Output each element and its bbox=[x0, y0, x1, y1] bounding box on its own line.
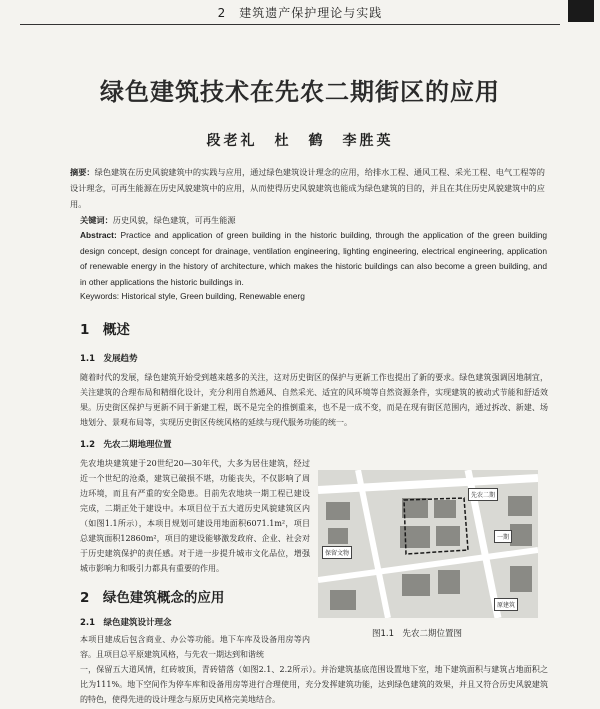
keywords-chinese bbox=[80, 215, 540, 226]
section-2-1-paragraph-cont: 一，保留五大道风情，红砖坡顶，青砖错落（如图2.1、2.2所示）。并治建筑基底范围设置地下室，地下建筑面积与建筑占地面积之比为111%。地下空间作为停车库和设备用房等进行合理使用，充分发挥建筑功能，达到绿色建筑的效果，并且又符合历史风貌建筑的特色，使得先进的设计理念与原历史风格完美地结合。 bbox=[80, 665, 548, 704]
page-corner-mark bbox=[568, 0, 594, 22]
section-1-2-heading: 1.2 先农二期地理位置 bbox=[80, 440, 172, 450]
keywords-cn-text: 历史风貌，绿色建筑，可再生能源 bbox=[112, 215, 236, 225]
section-2-heading: 2 绿色建筑概念的应用 bbox=[80, 590, 225, 606]
site-plan-map bbox=[318, 470, 538, 618]
site-plan-figure bbox=[318, 470, 538, 618]
figure-caption: 图1.1 先农二期位置图 bbox=[372, 629, 463, 639]
abstract-chinese bbox=[70, 164, 548, 212]
article-title: 绿色建筑技术在先农二期街区的应用 bbox=[100, 78, 500, 106]
running-header-title: 2 建筑遗产保护理论与实践 bbox=[217, 6, 383, 20]
keywords-en-label: Keywords: bbox=[80, 291, 120, 301]
map-label-heritage: 保留文物 bbox=[322, 546, 352, 559]
abstract-english bbox=[80, 228, 547, 290]
abstract-en-text: Practice and application of green building in the historic building, through the application of the green building design concept, design concept for drainage, ventilation engineering, lighting engineering, electrical engineering, application of renewable energy in the history of architecture, which makes the historic buildings can also become a green building, and in other applications the historic buildings in. bbox=[80, 230, 548, 287]
section-1-1-heading: 1.1 发展趋势 bbox=[80, 354, 138, 364]
keywords-english bbox=[80, 291, 305, 301]
section-2-1-paragraph-start: 本项目建成后包含商业、办公等功能。地下车库及设备用房等内容。且项目总平原建筑风格，与先农一期达到和谐统 bbox=[80, 635, 310, 659]
section-1-heading: 1 概述 bbox=[80, 322, 130, 338]
map-label-phase2: 先农二期 bbox=[468, 488, 498, 501]
header-rule bbox=[20, 24, 560, 25]
section-1-1-paragraph: 随着时代的发展，绿色建筑开始受到越来越多的关注，这对历史街区的保护与更新工作也提出了新的要求。绿色建筑强调因地制宜，关注建筑的合理布局和精细化设计，充分利用自然通风、自然采光、适宜的风环境等自然资源条件，实现建筑的被动式节能和舒适效果。历史街区保护与更新不同于新建工程，既不是完全的推倒重来，也不是一成不变，而是在现有街区范围内，通过拆改、新建、场地划分、景观布局等，实现历史街区传统风格的延续与现代服务功能的统一。 bbox=[80, 373, 548, 427]
map-label-original: 原建筑 bbox=[494, 598, 518, 611]
abstract-cn-label: 摘要： bbox=[70, 167, 95, 177]
article-authors: 段老礼 杜 鹤 李胜英 bbox=[206, 133, 394, 149]
running-header bbox=[0, 0, 600, 28]
section-2-1-heading: 2.1 绿色建筑设计理念 bbox=[80, 618, 172, 628]
abstract-en-label: Abstract: bbox=[80, 230, 117, 240]
map-label-phase1: 一期 bbox=[494, 530, 512, 543]
keywords-en-text: Historical style, Green building, Renewable energ bbox=[121, 291, 305, 301]
abstract-cn-text: 绿色建筑在历史风貌建筑中的实践与应用，通过绿色建筑设计理念的应用，给排水工程、通风工程、采光工程、电气工程等的设计理念，可再生能源在历史风貌建筑中的应用，从而使得历史风貌建筑也能成为绿色建筑的目的，并且在其住历史风貌建筑中的应用。 bbox=[70, 167, 545, 209]
section-1-2-paragraph: 先农地块建筑建于20世纪20—30年代，大多为居住建筑，经过近一个世纪的沧桑，建筑已破损不堪，功能丧失，不仅影响了周边环境，而且有严重的安全隐患。目前先农地块一期工程已建设完成，二期正处于建设中。本项目位于五大道历史风貌建筑区内（如图1.1所示），本项目规划可建设用地面积6071.1m²，项目总建筑面积12860m²，项目的建设能够激发政府、企业、社会对于历史建筑保护的责任感。对于进一步提升城市文化品位，增强城市影响力和吸引力都具有重要的作用。 bbox=[80, 459, 310, 573]
keywords-cn-label: 关键词： bbox=[80, 215, 113, 225]
